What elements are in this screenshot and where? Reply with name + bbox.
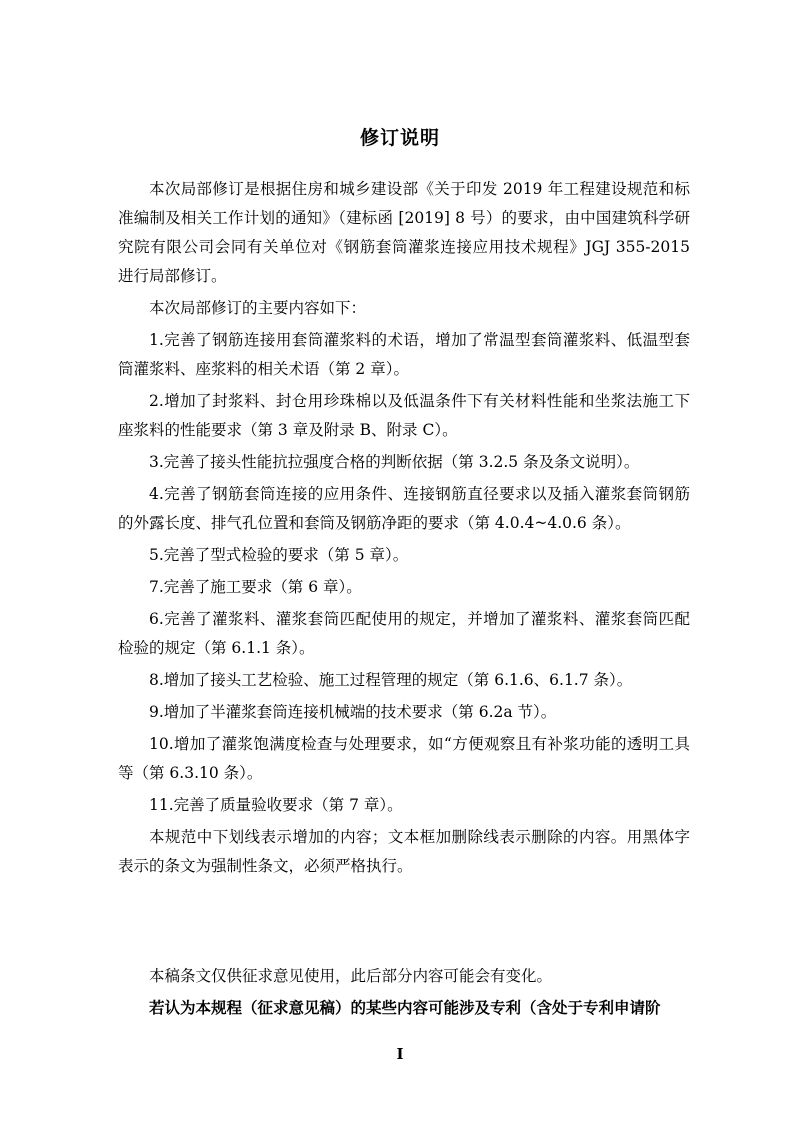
section-spacer — [118, 884, 690, 962]
page-number: I — [396, 1045, 404, 1063]
paragraph-item-7: 7.完善了施工要求（第 6 章）。 — [149, 578, 362, 596]
paragraph-intro: 本次局部修订是根据住房和城乡建设部《关于印发 2019 年工程建设规范和标准编制及相关工作计划的通知》（建标函 [2019] 8 号）的要求，由中国建筑科学研究院有限公司会同有关单位对《钢筋套筒灌浆连接应用技术规程》JGJ 355-2015 进行局部修订。 — [118, 180, 690, 285]
paragraph-draft-notice: 本稿条文仅供征求意见使用，此后部分内容可能会有变化。 — [149, 967, 553, 985]
paragraph-item-4: 4.完善了钢筋套筒连接的应用条件、连接钢筋直径要求以及插入灌浆套筒钢筋的外露长度、排气孔位置和套筒及钢筋净距的要求（第 4.0.4~4.0.6 条）。 — [118, 485, 690, 532]
paragraph-item-5: 5.完善了型式检验的要求（第 5 章）。 — [149, 546, 409, 564]
paragraph-item-8: 8.增加了接头工艺检验、施工过程管理的规定（第 6.1.6、6.1.7 条）。 — [149, 671, 633, 689]
paragraph-formatting-note: 本规范中下划线表示增加的内容；文本框加删除线表示删除的内容。用黑体字表示的条文为强制性条文，必须严格执行。 — [118, 828, 690, 875]
paragraph-item-9: 9.增加了半灌浆套筒连接机械端的技术要求（第 6.2a 节）。 — [149, 703, 557, 721]
paragraph-item-11: 11.完善了质量验收要求（第 7 章）。 — [149, 796, 403, 814]
page-title: 修订说明 — [359, 127, 440, 149]
document-body — [118, 175, 690, 1026]
paragraph-patent-notice: 若认为本规程（征求意见稿）的某些内容可能涉及专利（含处于专利申请阶 — [149, 999, 661, 1017]
paragraph-item-3: 3.完善了接头性能抗拉强度合格的判断依据（第 3.2.5 条及条文说明）。 — [149, 453, 640, 471]
paragraph-item-1: 1.完善了钢筋连接用套筒灌浆料的术语，增加了常温型套筒灌浆料、低温型套筒灌浆料、座浆料的相关术语（第 2 章）。 — [118, 331, 690, 378]
paragraph-item-6: 6.完善了灌浆料、灌浆套筒匹配使用的规定，并增加了灌浆料、灌浆套筒匹配检验的规定（第 6.1.1 条）。 — [118, 610, 690, 657]
paragraph-item-10: 10.增加了灌浆饱满度检查与处理要求，如“方便观察且有补浆功能的透明工具等（第 6.3.10 条）。 — [118, 735, 690, 782]
paragraph-item-2: 2.增加了封浆料、封仓用珍珠棉以及低温条件下有关材料性能和坐浆法施工下座浆料的性能要求（第 3 章及附录 B、附录 C）。 — [118, 392, 690, 439]
paragraph-summary-lead: 本次局部修订的主要内容如下： — [149, 299, 367, 317]
